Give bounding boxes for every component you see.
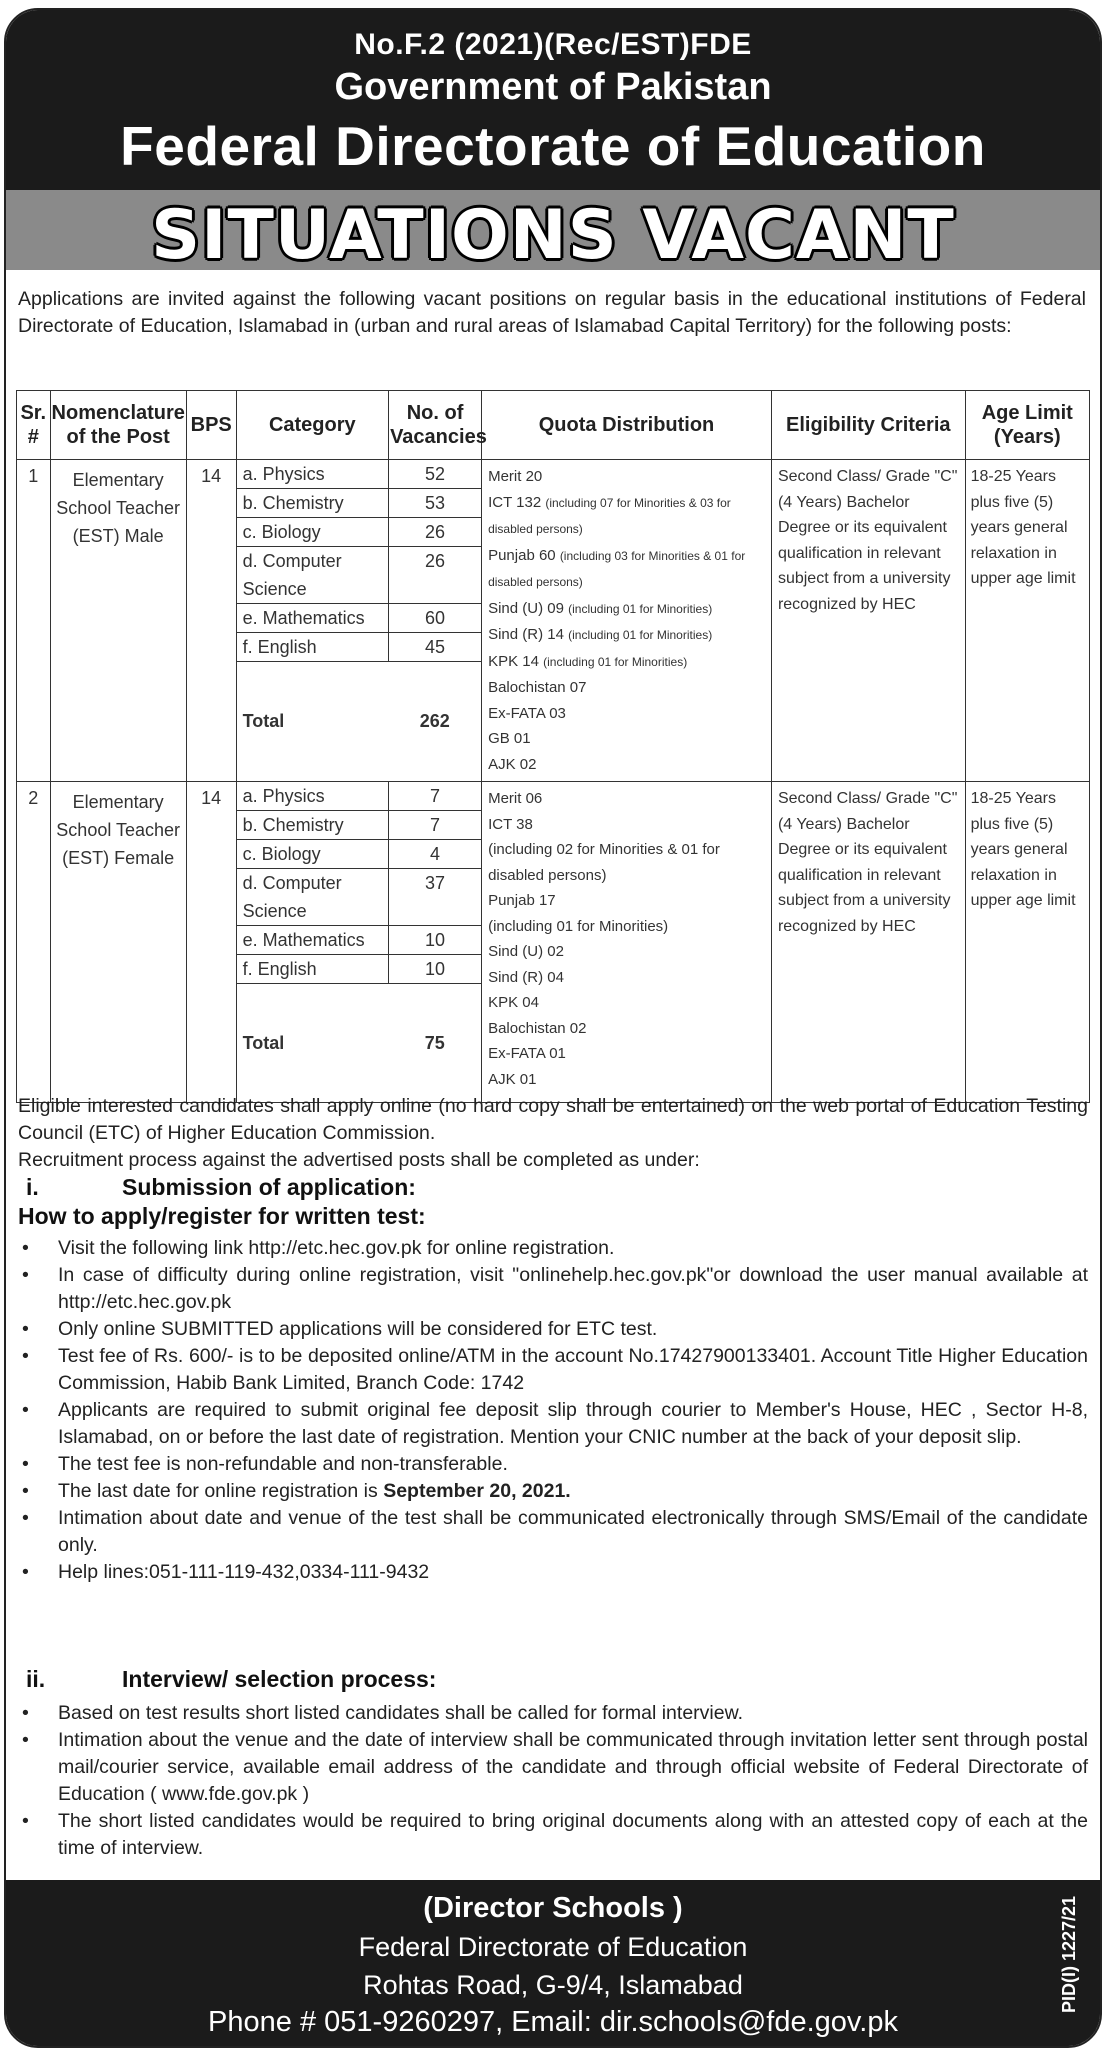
- category-count: 37: [388, 869, 481, 926]
- section-1-number: i.: [26, 1174, 39, 1200]
- interview-bullets: [18, 1700, 1088, 1862]
- header-age: Age Limit (Years): [965, 391, 1089, 460]
- signatory-address: Rohtas Road, G-9/4, Islamabad: [363, 1970, 743, 2000]
- quota-main: Sind (R) 14: [488, 626, 564, 643]
- quota-line: [488, 622, 765, 649]
- list-item: • In case of difficulty during online registration, visit "onlinehelp.hec.gov.pk"or download the user manual available at http://etc.hec.gov.pk: [18, 1262, 1088, 1316]
- header-post: Nomenclature of the Post: [50, 391, 186, 460]
- list-item: • Visit the following link http://etc.hec.gov.pk for online registration.: [18, 1235, 1088, 1262]
- category-count: 7: [388, 782, 481, 811]
- category-row: [237, 489, 482, 518]
- quota-line: [488, 1016, 765, 1042]
- quota-main: Punjab 60: [488, 546, 556, 564]
- how-to-apply-title: How to apply/register for written test:: [18, 1203, 426, 1229]
- apply-bullets: [18, 1235, 1088, 1586]
- category-name: c. Biology: [237, 518, 389, 547]
- category-count: 26: [388, 518, 481, 547]
- category-row: [237, 604, 482, 633]
- quota-line: [488, 464, 765, 490]
- category-row: [237, 518, 482, 547]
- government-title: Government of Pakistan: [334, 66, 772, 108]
- category-count: 53: [388, 489, 481, 518]
- category-count: 45: [388, 633, 481, 662]
- total-label: Total: [242, 711, 285, 731]
- total-count: 262: [419, 711, 450, 731]
- section-2-title: Interview/ selection process:: [122, 1666, 437, 1692]
- cell-categories: [236, 460, 482, 782]
- quota-line: [488, 701, 765, 727]
- category-row: [237, 840, 482, 869]
- footer-block: [6, 1880, 1100, 2046]
- category-name: e. Mathematics: [237, 926, 389, 955]
- category-list: [237, 460, 482, 780]
- quota-line: [488, 726, 765, 752]
- category-name: e. Mathematics: [237, 604, 389, 633]
- quota-line: [488, 649, 765, 676]
- how-to-apply-heading: [18, 1203, 1088, 1230]
- total-row: [237, 984, 482, 1103]
- quota-main: Ex-FATA 01: [488, 1045, 566, 1062]
- cell-categories: [236, 782, 482, 1103]
- table-row: [17, 460, 1090, 782]
- quota-main: Sind (R) 04: [488, 968, 564, 986]
- signatory-organization: Federal Directorate of Education: [358, 1932, 748, 1962]
- header-bps: BPS: [186, 391, 236, 460]
- quota-main: Ex-FATA 03: [488, 704, 566, 722]
- list-item: • The last date for online registration is September 20, 2021.: [18, 1478, 1088, 1505]
- category-count: 7: [388, 811, 481, 840]
- header-eligibility: Eligibility Criteria: [771, 391, 965, 460]
- quota-line: [488, 786, 765, 812]
- quota-line: [488, 888, 765, 914]
- category-row: [237, 869, 482, 926]
- quota-main: GB 01: [488, 730, 531, 747]
- apply-para-1: Eligible interested candidates shall apply online (no hard copy shall be entertained) on the web portal of Education Testing Council (ETC) of Higher Education Commission.: [18, 1095, 1088, 1144]
- quota-main: ICT 38: [488, 815, 533, 833]
- table-row: [17, 782, 1090, 1103]
- quota-note: (including 01 for Minorities): [488, 917, 669, 935]
- quota-main: Sind (U) 09: [488, 599, 564, 617]
- section-1-heading: [18, 1174, 1088, 1201]
- quota-main: Punjab 17: [488, 892, 556, 909]
- quota-line: [488, 543, 765, 596]
- quota-main: Merit 06: [488, 790, 543, 807]
- category-name: b. Chemistry: [237, 489, 389, 518]
- quota-note: (including 02 for Minorities & 01 for disabled persons): [488, 841, 720, 884]
- list-item: • The short listed candidates would be required to bring original documents along with an attested copy of each at the time of interview.: [18, 1808, 1088, 1862]
- quota-line: [488, 812, 765, 838]
- quota-line: [488, 490, 765, 543]
- category-list: [237, 782, 482, 1102]
- category-name: d. Computer Science: [237, 547, 389, 604]
- category-row: [237, 955, 482, 984]
- apply-para-2: Recruitment process against the advertised posts shall be completed as under:: [18, 1149, 700, 1171]
- list-item: • The test fee is non-refundable and non-transferable.: [18, 1451, 1088, 1478]
- cell-post: Elementary School Teacher (EST) Male: [50, 460, 186, 782]
- list-item: • Test fee of Rs. 600/- is to be deposited online/ATM in the account No.17427900133401. Account Title Higher Education Commission, Habib Bank Limited, Branch Code: 1742: [18, 1343, 1088, 1397]
- quota-line: [488, 675, 765, 701]
- advertisement-page: [4, 8, 1102, 2048]
- quota-line: [488, 965, 765, 991]
- category-count: 10: [388, 955, 481, 984]
- list-item: • Applicants are required to submit original fee deposit slip through courier to Member's House, HEC , Sector H-8, Islamabad, on or before the last date of registration. Mention your CNIC number at the back of your deposit slip.: [18, 1397, 1088, 1451]
- cell-bps: 14: [186, 782, 236, 1103]
- quota-note: (including 01 for Minorities): [543, 654, 688, 669]
- category-count: 10: [388, 926, 481, 955]
- category-row: [237, 547, 482, 604]
- quota-main: ICT 132: [488, 493, 542, 511]
- pid-number: PID(I) 1227/21: [1059, 1895, 1079, 2013]
- cell-eligibility: Second Class/ Grade "C" (4 Years) Bachelor Degree or its equivalent qualification in relevant subject from a university recognized by HEC: [771, 782, 965, 1103]
- quota-main: KPK 04: [488, 994, 539, 1011]
- organization-title: Federal Directorate of Education: [120, 115, 986, 177]
- quota-main: Merit 20: [488, 468, 543, 485]
- reference-number: No.F.2 (2021)(Rec/EST)FDE: [354, 28, 752, 61]
- category-row: [237, 811, 482, 840]
- header-category: Category: [236, 391, 389, 460]
- total-row: [237, 662, 482, 781]
- quota-note: (including 01 for Minorities): [568, 601, 713, 616]
- quota-line: [488, 837, 765, 888]
- quota-main: Balochistan 02: [488, 1019, 587, 1037]
- category-name: a. Physics: [237, 782, 389, 811]
- cell-quota: [482, 460, 772, 782]
- section-2-heading: [18, 1666, 1088, 1693]
- quota-line: [488, 596, 765, 623]
- category-row: [237, 926, 482, 955]
- category-name: f. English: [237, 955, 389, 984]
- quota-line: [488, 914, 765, 940]
- category-name: b. Chemistry: [237, 811, 389, 840]
- total-label: Total: [242, 1033, 285, 1053]
- signatory-title: (Director Schools ): [423, 1892, 683, 1924]
- quota-main: Sind (U) 02: [488, 943, 564, 960]
- last-date-prefix: The last date for online registration is: [58, 1480, 378, 1502]
- quota-line: [488, 752, 765, 778]
- quota-line: [488, 939, 765, 965]
- category-row: [237, 633, 482, 662]
- section-1-title: Submission of application:: [122, 1174, 416, 1200]
- cell-age: 18-25 Years plus five (5) years general relaxation in upper age limit: [965, 460, 1089, 782]
- signatory-contact: Phone # 051-9260297, Email: dir.schools@fde.gov.pk: [208, 2006, 898, 2038]
- intro-paragraph: Applications are invited against the following vacant positions on regular basis in the educational institutions of Federal Directorate of Education, Islamabad in (urban and rural areas of Islamabad Capital Territory) for the following posts:: [18, 288, 1086, 337]
- category-count: 26: [388, 547, 481, 604]
- header-vacancies: No. of Vacancies: [389, 391, 482, 460]
- list-item: • Based on test results short listed candidates shall be called for formal interview.: [18, 1700, 1088, 1727]
- list-item: • Intimation about the venue and the date of interview shall be communicated through invitation letter sent through postal mail/courier service, available email address of the candidate and through official website of Federal Directorate of Education ( www.fde.gov.pk ): [18, 1727, 1088, 1808]
- total-count: 75: [424, 1033, 445, 1053]
- cell-sr: 2: [17, 782, 51, 1103]
- category-name: d. Computer Science: [237, 869, 389, 926]
- category-row: [237, 782, 482, 811]
- list-item: • Intimation about date and venue of the test shall be communicated electronically through SMS/Email of the candidate only.: [18, 1505, 1088, 1559]
- category-name: f. English: [237, 633, 389, 662]
- cell-post: Elementary School Teacher (EST) Female: [50, 782, 186, 1103]
- section-2-number: ii.: [26, 1666, 46, 1692]
- list-item: • Help lines:051-111-119-432,0334-111-9432: [18, 1559, 1088, 1586]
- quota-main: AJK 02: [488, 755, 537, 773]
- cell-quota: [482, 782, 772, 1103]
- quota-line: [488, 990, 765, 1016]
- quota-line: [488, 1067, 765, 1093]
- cell-bps: 14: [186, 460, 236, 782]
- cell-eligibility: Second Class/ Grade "C" (4 Years) Bachelor Degree or its equivalent qualification in relevant subject from a university recognized by HEC: [771, 460, 965, 782]
- category-count: 52: [388, 460, 481, 489]
- quota-main: AJK 01: [488, 1070, 537, 1088]
- header-quota: Quota Distribution: [482, 391, 772, 460]
- category-name: a. Physics: [237, 460, 389, 489]
- quota-main: Balochistan 07: [488, 679, 587, 696]
- cell-sr: 1: [17, 460, 51, 782]
- situations-vacant-banner: SITUATIONS VACANT: [151, 196, 955, 275]
- header-sr: Sr. #: [17, 391, 51, 460]
- category-row: [237, 460, 482, 489]
- cell-age: 18-25 Years plus five (5) years general relaxation in upper age limit: [965, 782, 1089, 1103]
- category-name: c. Biology: [237, 840, 389, 869]
- category-count: 4: [388, 840, 481, 869]
- quota-line: [488, 1041, 765, 1067]
- last-date-value: September 20, 2021: [383, 1480, 566, 1502]
- list-item: • Only online SUBMITTED applications will be considered for ETC test.: [18, 1316, 1088, 1343]
- table-header-row: [17, 391, 1090, 460]
- category-count: 60: [388, 604, 481, 633]
- quota-note: (including 03 for Minorities & 01 for disabled persons): [488, 548, 746, 589]
- quota-note: (including 01 for Minorities): [568, 628, 713, 642]
- quota-note: (including 07 for Minorities & 03 for disabled persons): [488, 495, 731, 536]
- quota-main: KPK 14: [488, 652, 539, 670]
- vacancy-table: [16, 390, 1090, 1103]
- header-block: [6, 10, 1100, 190]
